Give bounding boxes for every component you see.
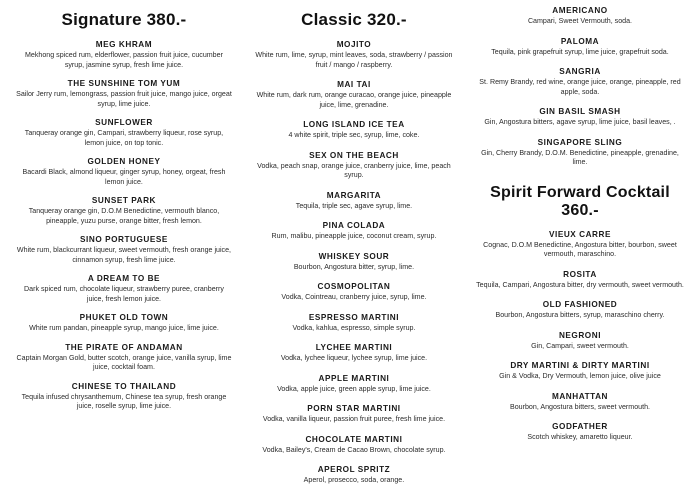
menu-item-name: LONG ISLAND ICE TEA — [303, 120, 405, 129]
menu-item-name: MARGARITA — [326, 190, 382, 200]
menu-item-name: SUNFLOWER — [95, 118, 153, 127]
menu-item — [472, 422, 688, 443]
menu-item-name: ROSITA — [563, 269, 597, 279]
menu-item — [472, 270, 688, 291]
menu-item — [248, 191, 460, 212]
menu-item — [248, 151, 460, 181]
menu-column-signature — [6, 6, 242, 466]
menu-item — [12, 79, 236, 109]
menu-item-desc: Bourbon, Angostura bitter, syrup, lime. — [293, 262, 415, 271]
menu-item-desc: Vodka, kahlua, espresso, simple syrup. — [292, 323, 416, 332]
menu-item-desc: Rum, malibu, pineapple juice, coconut cream, syrup. — [271, 232, 437, 240]
menu-item-desc: Vodka, Bailey's, Cream de Cacao Brown, chocolate syrup. — [262, 445, 446, 454]
menu-item-desc: Gin & Vodka, Dry Vermouth, lemon juice, olive juice — [499, 372, 661, 380]
menu-item-desc: Tanqueray orange gin, Campari, strawberry liqueur, rose syrup, lemon juice, on top tonic. — [24, 129, 224, 147]
menu-item-desc: St. Remy Brandy, red wine, orange juice, orange, pineapple, red apple, soda. — [479, 78, 681, 96]
menu-item — [472, 230, 688, 260]
menu-item-desc: Tequila, triple sec, agave syrup, lime. — [295, 201, 413, 210]
menu-item-name: SINO PORTUGUESE — [80, 235, 168, 244]
menu-item-name: SINGAPORE SLING — [537, 137, 623, 147]
menu-item-desc: White rum, blackcurrant liqueur, sweet vermouth, fresh orange juice, cinnamon syrup, fresh lime juice. — [16, 246, 232, 264]
section-title-signature: Signature 380.- — [61, 10, 187, 29]
menu-item-desc: Tequila, pink grapefruit syrup, lime juice, grapefruit soda. — [491, 47, 669, 56]
menu-item-name: A DREAM TO BE — [87, 274, 161, 283]
menu-item-name: COSMOPOLITAN — [317, 282, 391, 291]
menu-item-name: SEX ON THE BEACH — [309, 150, 399, 160]
menu-item-desc: Vodka, apple juice, green apple syrup, lime juice. — [277, 384, 431, 393]
menu-item-name: THE SUNSHINE TOM YUM — [67, 79, 181, 88]
menu-column-classic — [242, 6, 466, 484]
menu-item-name: ESPRESSO MARTINI — [308, 312, 400, 322]
menu-item-name: GIN BASIL SMASH — [539, 107, 621, 116]
menu-item — [248, 404, 460, 425]
menu-item-desc: Gin, Campari, sweet vermouth. — [531, 341, 629, 350]
menu-item-desc: Bourbon, Angostura bitters, sweet vermouth. — [510, 402, 650, 411]
menu-item-name: GOLDEN HONEY — [87, 157, 161, 166]
menu-item-name: CHOCOLATE MARTINI — [305, 434, 403, 444]
menu-item-name: WHISKEY SOUR — [318, 251, 390, 261]
menu-item — [472, 392, 688, 413]
menu-item — [472, 300, 688, 321]
menu-item-name: PALOMA — [560, 36, 600, 46]
menu-item-desc: Aperol, prosecco, soda, orange. — [303, 476, 405, 484]
menu-item — [248, 435, 460, 456]
menu-item-desc: Vodka, lychee liqueur, lychee syrup, lime juice. — [280, 354, 428, 362]
menu-item — [472, 138, 688, 168]
menu-item-desc: Tequila, Campari, Angostura bitter, dry vermouth, sweet vermouth. — [476, 280, 684, 289]
menu-item-desc: Gin, Angostura bitters, agave syrup, lime juice, basil leaves, . — [484, 118, 676, 126]
menu-item — [12, 382, 236, 412]
menu-item-name: AMERICANO — [552, 6, 608, 15]
menu-item — [248, 221, 460, 242]
menu-item-name: THE PIRATE OF ANDAMAN — [65, 342, 183, 352]
menu-item-desc: Dark spiced rum, chocolate liqueur, strawberry puree, cranberry juice, fresh lemon juice. — [24, 285, 224, 303]
menu-item-desc: Sailor Jerry rum, lemongrass, passion fruit juice, mango juice, orgeat syrup, lime juice. — [16, 90, 232, 108]
menu-item — [248, 120, 460, 141]
menu-item — [472, 361, 688, 382]
menu-item — [472, 37, 688, 58]
menu-item — [472, 6, 688, 27]
menu-item-name: DRY MARTINI & DIRTY MARTINI — [510, 361, 650, 370]
menu-item — [248, 313, 460, 334]
menu-item-desc: 4 white spirit, triple sec, syrup, lime, coke. — [288, 131, 420, 139]
menu-item-name: PORN STAR MARTINI — [307, 404, 401, 413]
menu-item-desc: Vodka, peach snap, orange juice, cranberry juice, lime, peach syrup. — [257, 161, 451, 179]
menu-item — [12, 118, 236, 148]
menu-item-desc: Captain Morgan Gold, butter scotch, orange juice, vanilla syrup, lime juice, cocktail foam. — [16, 353, 232, 371]
menu-item — [12, 313, 236, 334]
menu-item-name: OLD FASHIONED — [542, 300, 618, 309]
menu-item-desc: Scotch whiskey, amaretto liqueur. — [527, 433, 633, 441]
menu-item — [248, 282, 460, 303]
menu-item-name: APEROL SPRITZ — [317, 465, 391, 474]
section-title-classic: Classic 320.- — [301, 10, 407, 29]
menu-item — [12, 40, 236, 70]
menu-item-desc: White rum, dark rum, orange curacao, orange juice, pineapple juice, lime, grenadine. — [256, 91, 452, 109]
menu-item-name: SUNSET PARK — [91, 196, 157, 205]
menu-item — [248, 252, 460, 273]
menu-column-spirit — [466, 6, 694, 466]
menu-item — [472, 67, 688, 97]
menu-item-name: LYCHEE MARTINI — [315, 343, 393, 352]
menu-item-name: GODFATHER — [552, 422, 608, 431]
menu-item — [12, 343, 236, 373]
menu-item-desc: Mekhong spiced rum, elderflower, passion fruit juice, cucumber syrup, jasmine syrup, fresh lime juice. — [25, 51, 223, 69]
menu-item-desc: Campari, Sweet Vermouth, soda. — [527, 17, 633, 25]
menu-item — [248, 465, 460, 486]
menu-item-desc: Vodka, vanilla liqueur, passion fruit puree, fresh lime juice. — [262, 415, 446, 423]
menu-item-desc: Cognac, D.O.M Benedictine, Angostura bitter, bourbon, sweet vermouth, maraschino. — [483, 240, 677, 258]
menu-item-name: MEG KHRAM — [95, 40, 153, 49]
menu-item — [248, 40, 460, 70]
menu-item-name: PHUKET OLD TOWN — [79, 313, 169, 322]
menu-item-name: MOJITO — [336, 40, 372, 49]
menu-item — [12, 235, 236, 265]
menu-item-desc: White rum, lime, syrup, mint leaves, soda, strawberry / passion fruit / mango / raspberry. — [255, 51, 453, 69]
menu-item — [12, 196, 236, 226]
menu-item-name: PINA COLADA — [322, 221, 386, 230]
menu-item — [472, 107, 688, 128]
menu-item-desc: Bacardi Black, almond liqueur, ginger syrup, honey, orgeat, fresh lemon juice. — [22, 168, 226, 186]
menu-item — [472, 331, 688, 352]
menu-item-desc: Tanqueray orange gin, D.O.M Benedictine, vermouth blanco, pineapple, yuzu purse, orange bitter, fresh lemon. — [28, 207, 220, 225]
menu-item-name: SANGRIA — [559, 67, 601, 76]
section-title-spirit-forward: Spirit Forward Cocktail 360.- — [490, 183, 670, 219]
menu-item-desc: White rum pandan, pineapple syrup, mango juice, lime juice. — [29, 324, 219, 332]
menu-item-desc: Vodka, Cointreau, cranberry juice, syrup, lime. — [281, 293, 427, 301]
menu-item-name: CHINESE TO THAILAND — [71, 381, 177, 391]
menu-item-name: MAI TAI — [337, 80, 371, 89]
menu-item — [248, 374, 460, 395]
menu-item-desc: Bourbon, Angostura bitters, syrup, maraschino cherry. — [495, 311, 665, 319]
menu-item — [12, 157, 236, 187]
menu-item — [248, 80, 460, 110]
menu-item-name: MANHATTAN — [551, 391, 609, 401]
menu-item-name: NEGRONI — [558, 330, 602, 340]
menu-item-desc: Gin, Cherry Brandy, D.O.M. Benedictine, pineapple, grenadine, lime. — [481, 148, 679, 166]
menu-item — [248, 343, 460, 364]
menu-item-desc: Tequila infused chrysanthemum, Chinese tea syrup, fresh orange juice, roselle syrup, lime juice. — [21, 392, 227, 410]
menu-item-name: VIEUX CARRE — [548, 229, 611, 239]
menu-item — [12, 274, 236, 304]
menu-item-name: APPLE MARTINI — [318, 373, 390, 383]
